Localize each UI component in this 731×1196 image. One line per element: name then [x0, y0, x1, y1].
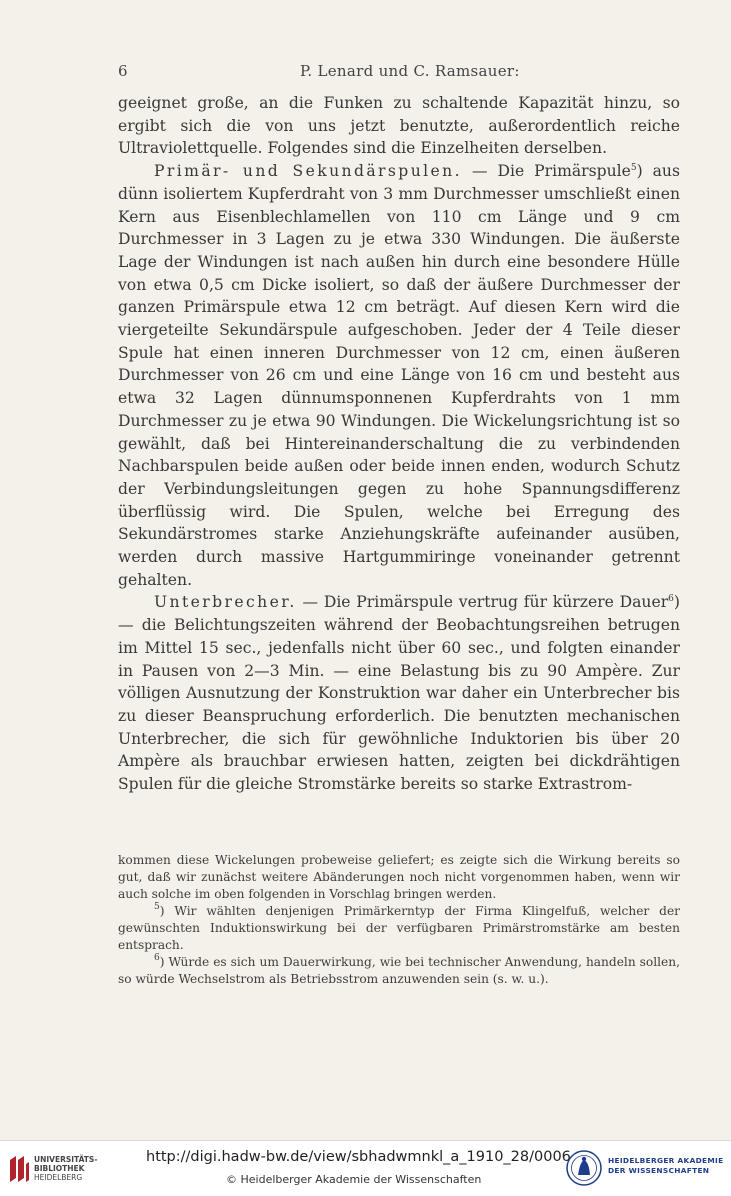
section-heading-interrupter: Unterbrecher. — [154, 593, 297, 612]
page-number: 6 — [118, 62, 128, 80]
footnote-ref-6[interactable]: 6 — [668, 594, 674, 605]
library-name-line3: HEIDELBERG — [34, 1173, 83, 1182]
paragraph-2 — [118, 160, 680, 591]
library-name-line1: UNIVERSITÄTS- — [34, 1155, 98, 1164]
paragraph-2-text-b: ) aus dünn isoliertem Kupferdraht von 3 mm Durchmesser umschließt einen Kern aus Eisenblechlamellen von 110 cm Länge und 9 cm Durchmesser in 3 Lagen zu je etwa 330 Windungen. Die äußerste Lage der Windungen ist nach außen hin durch eine besondere Hülle von etwa 0,5 cm Dicke isoliert, so daß der äußere Durchmesser der ganzen Primärspule etwa 12 cm beträgt. Auf diesen Kern wird die viergeteilte Sekundärspule aufgeschoben. Jeder der 4 Teile dieser Spule hat einen inneren Durchmesser von 12 cm, einen äußeren Durchmesser von 26 cm und eine Länge von 16 cm und besteht aus etwa 32 Lagen dünnumsponnenen Kupferdrahts von 1 mm Durchmesser zu je etwa 90 Windungen. Die Wickelungsrichtung ist so gewählt, daß bei Hintereinanderschaltung die zu verbindenden Nachbarspulen beide außen oder beide innen enden, wodurch Schutz der Verbindungsleitungen gegen zu hohe Spannungsdifferenz überflüssig wird. Die Spulen, welche bei Erregung des Sekundärstromes starke Anziehungskräfte aufeinander ausüben, werden durch massive Hartgummiringe voneinander getrennt gehalten. — [118, 162, 680, 589]
section-heading-coils: Primär- und Sekundärspulen. — [154, 162, 462, 181]
paragraph-1: geeignet große, an die Funken zu schaltende Kapazität hinzu, so ergibt sich die von uns jetzt benutzte, außerordentlich reiche Ultraviolettquelle. Folgendes sind die Einzelheiten derselben. — [118, 94, 680, 158]
paragraph-3 — [118, 591, 680, 795]
paragraph-3-text-b: ) — die Belichtungszeiten während der Beobachtungsreihen betrugen im Mittel 15 sec., jedenfalls nicht über 60 sec., und folgten einander in Pausen von 2—3 Min. — eine Belastung bis zu 90 Ampère. Zur völligen Ausnutzung der Konstruktion war daher ein Unterbrecher bis zu dieser Beanspruchung erforderlich. Die benutzten mechanischen Unterbrecher, die sich für gewöhnliche Induktorien bis über 20 Ampère als brauchbar erwiesen hatten, zeigten bei dickdrähtigen Spulen für die gleiche Stromstärke bereits so starke Extrastrom- — [118, 593, 680, 794]
footnote-6-text: ) Würde es sich um Dauerwirkung, wie bei technischer Anwendung, handeln sollen, so würde Wechselstrom als Betriebsstrom anzuwenden sein (s. w. u.). — [118, 955, 680, 986]
footnotes — [118, 852, 680, 988]
main-text — [118, 92, 680, 796]
paragraph-3-text-a: — Die Primärspule vertrug für kürzere Dauer — [296, 593, 669, 612]
footnote-mark-5: 5 — [154, 902, 160, 912]
academy-seal-icon[interactable] — [566, 1150, 602, 1186]
library-name — [34, 1155, 97, 1182]
footnote-ref-5[interactable]: 5 — [630, 163, 637, 174]
paragraph-2-text-a: — Die Primärspule — [461, 162, 631, 181]
footnote-5 — [118, 903, 680, 954]
library-name-line2: BIBLIOTHEK — [34, 1164, 85, 1173]
running-head: P. Lenard und C. Ramsauer: — [300, 62, 520, 80]
academy-name — [608, 1156, 723, 1176]
permalink-url[interactable]: http://digi.hadw-bw.de/view/sbhadwmnkl_a_1910_28/0006 — [146, 1149, 571, 1165]
academy-name-line1: HEIDELBERGER AKADEMIE — [608, 1156, 724, 1165]
library-emblem-icon — [8, 1154, 30, 1184]
footnote-mark-6: 6 — [154, 953, 160, 963]
footnote-6 — [118, 954, 680, 988]
footnote-continuation: kommen diese Wickelungen probeweise geliefert; es zeigte sich die Wirkung bereits so gut, daß wir zunächst weitere Abänderungen noch nicht vorgenommen haben, wenn wir auch solche im oben folgenden in Vorschlag bringen werden. — [118, 853, 680, 901]
academy-name-line2: DER WISSENSCHAFTEN — [608, 1166, 710, 1175]
viewer-footer-bar — [0, 1140, 731, 1196]
copyright-notice: © Heidelberger Akademie der Wissenschaften — [226, 1173, 482, 1186]
university-library-logo[interactable] — [8, 1152, 98, 1186]
page-header — [118, 62, 678, 82]
footnote-5-text: ) Wir wählten denjenigen Primärkerntyp der Firma Klingelfuß, welcher der gewünschten Induktionswirkung bei der verfügbaren Primärstromstärke am besten entsprach. — [118, 904, 680, 952]
